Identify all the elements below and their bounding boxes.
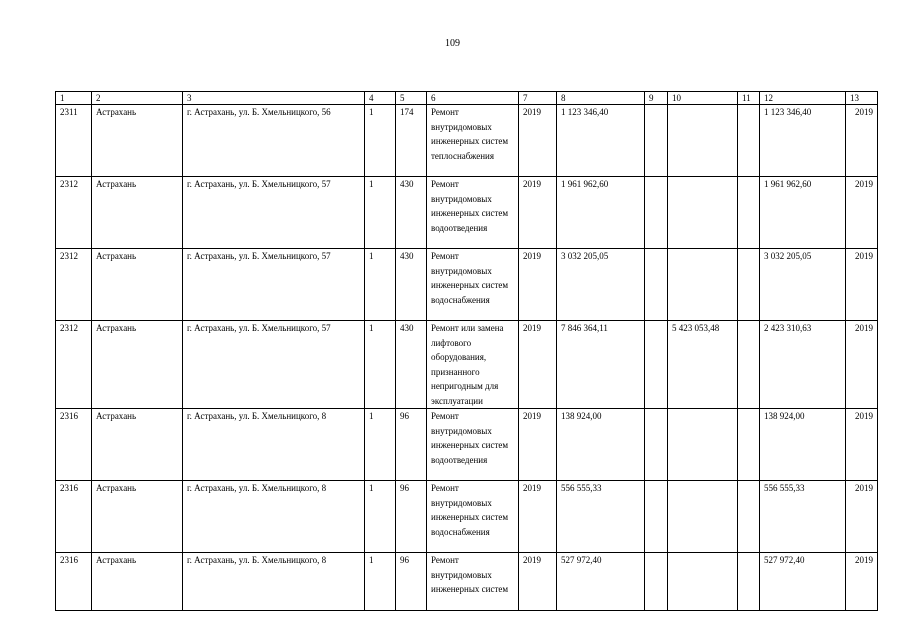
column-header: 2 bbox=[92, 92, 183, 105]
cell-c13: 2019 bbox=[846, 105, 878, 177]
cell-c1: 2316 bbox=[56, 409, 92, 481]
cell-c5: 96 bbox=[396, 409, 427, 481]
capital-repair-table bbox=[55, 91, 878, 611]
cell-c5: 96 bbox=[396, 553, 427, 611]
cell-c8: 1 123 346,40 bbox=[557, 105, 645, 177]
cell-c8: 138 924,00 bbox=[557, 409, 645, 481]
cell-c11 bbox=[738, 177, 760, 249]
cell-c3: г. Астрахань, ул. Б. Хмельницкого, 8 bbox=[183, 553, 365, 611]
cell-c3: г. Астрахань, ул. Б. Хмельницкого, 57 bbox=[183, 249, 365, 321]
cell-c2: Астрахань bbox=[92, 321, 183, 409]
cell-c10 bbox=[668, 481, 738, 553]
cell-c8: 1 961 962,60 bbox=[557, 177, 645, 249]
column-header: 11 bbox=[738, 92, 760, 105]
cell-c3: г. Астрахань, ул. Б. Хмельницкого, 56 bbox=[183, 105, 365, 177]
cell-c7: 2019 bbox=[519, 409, 557, 481]
cell-c10 bbox=[668, 249, 738, 321]
column-header: 7 bbox=[519, 92, 557, 105]
cell-c1: 2311 bbox=[56, 105, 92, 177]
cell-c1: 2316 bbox=[56, 553, 92, 611]
cell-c13: 2019 bbox=[846, 553, 878, 611]
header-row bbox=[56, 92, 878, 105]
cell-c5: 174 bbox=[396, 105, 427, 177]
cell-c2: Астрахань bbox=[92, 177, 183, 249]
cell-c9 bbox=[645, 553, 668, 611]
cell-c10: 5 423 053,48 bbox=[668, 321, 738, 409]
cell-c10 bbox=[668, 105, 738, 177]
column-header: 5 bbox=[396, 92, 427, 105]
cell-c2: Астрахань bbox=[92, 481, 183, 553]
cell-c11 bbox=[738, 481, 760, 553]
column-header: 6 bbox=[427, 92, 519, 105]
cell-c8: 7 846 364,11 bbox=[557, 321, 645, 409]
cell-c13: 2019 bbox=[846, 321, 878, 409]
table-row bbox=[56, 105, 878, 177]
cell-c7: 2019 bbox=[519, 177, 557, 249]
column-header: 12 bbox=[760, 92, 846, 105]
cell-c6: Ремонт внутридомовых инженерных систем водоотведения bbox=[427, 177, 519, 249]
table-body bbox=[56, 92, 878, 611]
cell-c10 bbox=[668, 553, 738, 611]
cell-c8: 3 032 205,05 bbox=[557, 249, 645, 321]
cell-c12: 1 123 346,40 bbox=[760, 105, 846, 177]
column-header: 8 bbox=[557, 92, 645, 105]
page-number: 109 bbox=[445, 38, 460, 49]
cell-c12: 556 555,33 bbox=[760, 481, 846, 553]
cell-c1: 2312 bbox=[56, 177, 92, 249]
cell-c4: 1 bbox=[365, 105, 396, 177]
cell-c3: г. Астрахань, ул. Б. Хмельницкого, 57 bbox=[183, 321, 365, 409]
cell-c11 bbox=[738, 105, 760, 177]
cell-c11 bbox=[738, 553, 760, 611]
cell-c5: 96 bbox=[396, 481, 427, 553]
cell-c2: Астрахань bbox=[92, 553, 183, 611]
cell-c10 bbox=[668, 409, 738, 481]
cell-c13: 2019 bbox=[846, 177, 878, 249]
column-header: 13 bbox=[846, 92, 878, 105]
cell-c7: 2019 bbox=[519, 105, 557, 177]
cell-c5: 430 bbox=[396, 321, 427, 409]
cell-c11 bbox=[738, 321, 760, 409]
cell-c12: 3 032 205,05 bbox=[760, 249, 846, 321]
table-row bbox=[56, 177, 878, 249]
cell-c4: 1 bbox=[365, 481, 396, 553]
cell-c6: Ремонт внутридомовых инженерных систем водоотведения bbox=[427, 409, 519, 481]
cell-c3: г. Астрахань, ул. Б. Хмельницкого, 57 bbox=[183, 177, 365, 249]
cell-c8: 527 972,40 bbox=[557, 553, 645, 611]
column-header: 3 bbox=[183, 92, 365, 105]
cell-c13: 2019 bbox=[846, 481, 878, 553]
cell-c2: Астрахань bbox=[92, 249, 183, 321]
cell-c9 bbox=[645, 321, 668, 409]
cell-c4: 1 bbox=[365, 177, 396, 249]
cell-c10 bbox=[668, 177, 738, 249]
table-row bbox=[56, 409, 878, 481]
table-row bbox=[56, 249, 878, 321]
column-header: 10 bbox=[668, 92, 738, 105]
cell-c4: 1 bbox=[365, 553, 396, 611]
cell-c9 bbox=[645, 105, 668, 177]
cell-c6: Ремонт внутридомовых инженерных систем водоснабжения bbox=[427, 481, 519, 553]
cell-c13: 2019 bbox=[846, 409, 878, 481]
column-header: 4 bbox=[365, 92, 396, 105]
cell-c1: 2312 bbox=[56, 321, 92, 409]
cell-c12: 527 972,40 bbox=[760, 553, 846, 611]
cell-c6: Ремонт или замена лифтового оборудования, признанного непригодным для эксплуатации bbox=[427, 321, 519, 409]
table-row bbox=[56, 321, 878, 409]
cell-c7: 2019 bbox=[519, 321, 557, 409]
cell-c12: 1 961 962,60 bbox=[760, 177, 846, 249]
cell-c6: Ремонт внутридомовых инженерных систем bbox=[427, 553, 519, 611]
cell-c2: Астрахань bbox=[92, 105, 183, 177]
cell-c11 bbox=[738, 249, 760, 321]
cell-c6: Ремонт внутридомовых инженерных систем теплоснабжения bbox=[427, 105, 519, 177]
cell-c12: 2 423 310,63 bbox=[760, 321, 846, 409]
cell-c5: 430 bbox=[396, 249, 427, 321]
cell-c4: 1 bbox=[365, 409, 396, 481]
cell-c8: 556 555,33 bbox=[557, 481, 645, 553]
cell-c2: Астрахань bbox=[92, 409, 183, 481]
cell-c7: 2019 bbox=[519, 249, 557, 321]
cell-c5: 430 bbox=[396, 177, 427, 249]
cell-c9 bbox=[645, 481, 668, 553]
cell-c4: 1 bbox=[365, 321, 396, 409]
cell-c1: 2316 bbox=[56, 481, 92, 553]
cell-c3: г. Астрахань, ул. Б. Хмельницкого, 8 bbox=[183, 409, 365, 481]
cell-c13: 2019 bbox=[846, 249, 878, 321]
cell-c9 bbox=[645, 177, 668, 249]
cell-c3: г. Астрахань, ул. Б. Хмельницкого, 8 bbox=[183, 481, 365, 553]
cell-c7: 2019 bbox=[519, 481, 557, 553]
cell-c12: 138 924,00 bbox=[760, 409, 846, 481]
table-row bbox=[56, 553, 878, 611]
column-header: 9 bbox=[645, 92, 668, 105]
cell-c7: 2019 bbox=[519, 553, 557, 611]
cell-c9 bbox=[645, 249, 668, 321]
cell-c6: Ремонт внутридомовых инженерных систем водоснабжения bbox=[427, 249, 519, 321]
cell-c4: 1 bbox=[365, 249, 396, 321]
column-header: 1 bbox=[56, 92, 92, 105]
cell-c11 bbox=[738, 409, 760, 481]
cell-c1: 2312 bbox=[56, 249, 92, 321]
cell-c9 bbox=[645, 409, 668, 481]
table-row bbox=[56, 481, 878, 553]
